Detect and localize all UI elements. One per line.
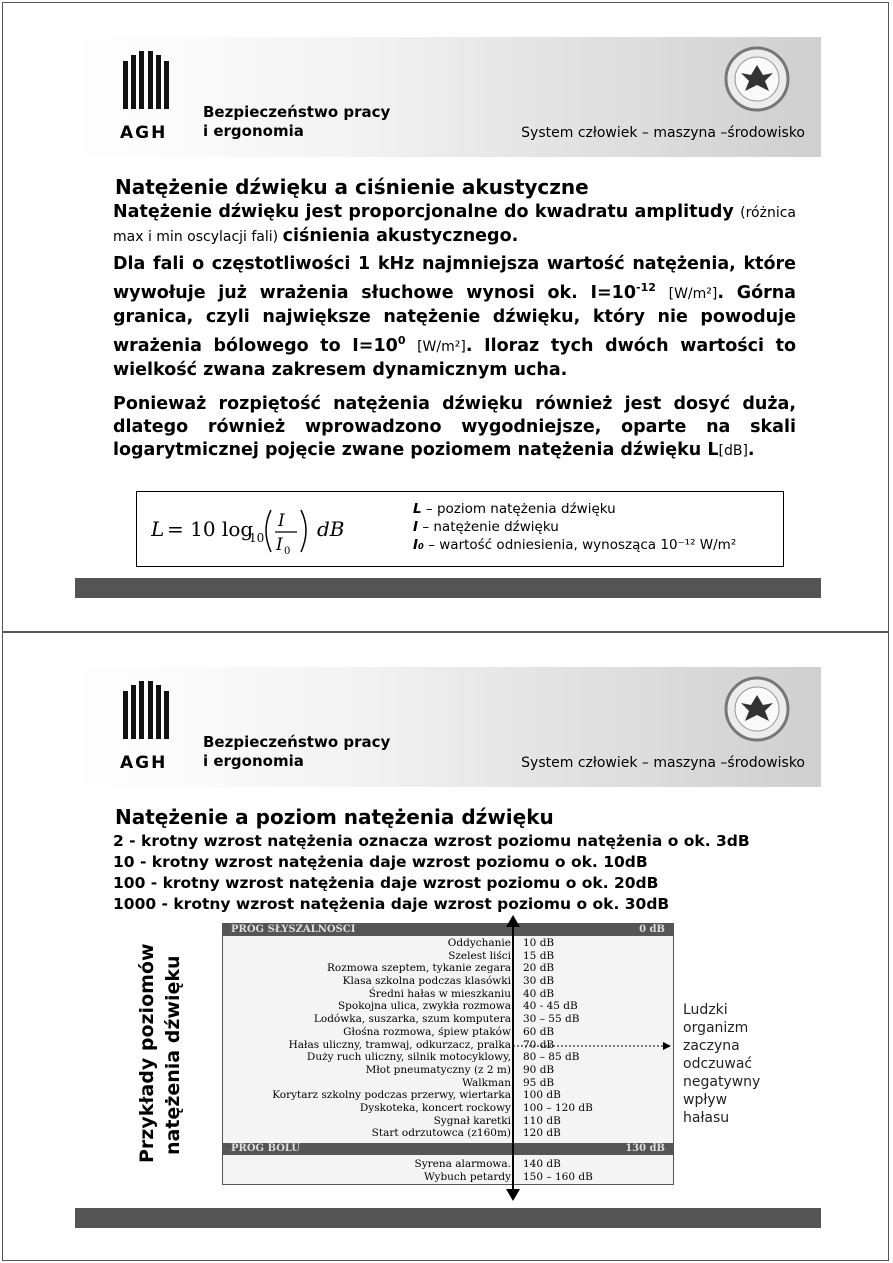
p3-unit: [dB] (718, 443, 748, 459)
sound-level: 100 dB (523, 1089, 561, 1102)
course-title (203, 733, 390, 771)
sound-source: Sygnał karetki (433, 1114, 511, 1127)
sound-source: Hałas uliczny, tramwaj, odkurzacz, pralka (288, 1038, 511, 1051)
sound-level: 110 dB (523, 1114, 561, 1127)
sound-source: Klasa szkolna podczas klasówki (342, 975, 511, 988)
sound-level: 15 dB (523, 949, 555, 962)
sound-level: 70 dB (523, 1038, 555, 1051)
sound-source: Dyskoteka, koncert rockowy (359, 1101, 511, 1114)
header-subtitle: System człowiek – maszyna –środowisko (521, 125, 805, 141)
table-row (223, 1077, 673, 1090)
course-line-1: Bezpieczeństwo pracy (203, 103, 391, 121)
sound-level-table (222, 923, 674, 1185)
p3-text-b: . (747, 440, 755, 460)
formula-legend (413, 500, 736, 554)
threshold-hearing-header (223, 924, 673, 936)
table-row (223, 1115, 673, 1128)
sound-source: Walkman (462, 1076, 511, 1089)
decibel-formula (151, 502, 391, 558)
formula-box (136, 491, 784, 567)
sound-level: 100 – 120 dB (523, 1101, 593, 1114)
sound-rows-lower (223, 1158, 673, 1183)
legend-item: I₀ – wartość odniesienia, wynosząca 10⁻¹² W/m² (413, 537, 737, 553)
threshold-hearing-value: 0 dB (639, 924, 665, 935)
legend-item: L – poziom natężenia dźwięku (413, 501, 616, 517)
sound-level: 95 dB (523, 1076, 555, 1089)
legend-item: I – natężenie dźwięku (413, 519, 559, 535)
course-line-2: i ergonomia (203, 122, 304, 140)
p1-text-a: Natężenie dźwięku jest proporcjonalne do kwadratu amplitudy (113, 202, 741, 222)
p2-text-a: Dla fali o częstotliwości 1 kHz najmniejsza wartość natężenia, które wywołuje już wrażenia słuchowe wynosi ok. I=10 (113, 254, 796, 303)
sound-source: Średni hałas w mieszkaniu (368, 987, 511, 1000)
sound-level: 140 dB (523, 1158, 561, 1170)
note-line: negatywny (683, 1074, 761, 1090)
threshold-pointer-line (513, 1042, 673, 1050)
agh-logo-icon (121, 681, 171, 739)
slide-title: Natężenie dźwięku a ciśnienie akustyczne (115, 175, 589, 199)
sound-rows-upper (223, 937, 673, 1140)
table-row (223, 1127, 673, 1140)
university-seal-icon (723, 675, 791, 743)
vertical-label-line-2: natężenia dźwięku (162, 955, 184, 1155)
svg-text:dB: dB (317, 517, 345, 541)
table-row (223, 1171, 673, 1184)
agh-logo-text: AGH (120, 123, 168, 143)
sound-source: Syrena alarmowa. (414, 1158, 511, 1170)
svg-text:I: I (276, 535, 283, 555)
p1-note: (różnica max i min oscylacji fali) (113, 205, 796, 245)
slide-2 (2, 632, 889, 1261)
table-row (223, 1051, 673, 1064)
note-line: odczuwać (683, 1056, 753, 1072)
sound-level: 60 dB (523, 1025, 555, 1038)
p2-text-b: . Górna granica, czyli największe natężenie dźwięku, który nie powoduje wrażenia bólowego to I=10 (113, 282, 796, 356)
paragraph-1 (113, 201, 796, 249)
university-seal-icon (723, 45, 791, 113)
agh-logo-text: AGH (120, 753, 168, 773)
sound-level: 30 dB (523, 975, 555, 988)
course-line-1: Bezpieczeństwo pracy (203, 733, 391, 751)
paragraph-2 (113, 253, 796, 382)
svg-text:L: L (151, 517, 165, 541)
p3-text-a: Ponieważ rozpiętość natężenia dźwięku również jest dosyć duża, dlatego również wprowadzono wygodniejsze, oparte na skali logarytmicznej pojęcie zwane poziomem natężenia dźwięku L (113, 394, 796, 460)
header-subtitle: System człowiek – maszyna –środowisko (521, 755, 805, 771)
scale-arrow (504, 915, 522, 1201)
table-row (223, 1102, 673, 1115)
sound-level: 150 – 160 dB (523, 1170, 593, 1183)
p2-unit-2: [W/m²] (417, 338, 466, 355)
table-row (223, 988, 673, 1001)
sound-level: 10 dB (523, 937, 555, 949)
sound-source: Oddychanie (447, 937, 511, 949)
table-row (223, 950, 673, 963)
svg-text:= 10 log: = 10 log (167, 517, 254, 541)
svg-text:10: 10 (249, 531, 265, 545)
note-line: Ludzki (683, 1002, 728, 1018)
fact-line: 1000 - krotny wzrost natężenia daje wzrost poziomu o ok. 30dB (113, 895, 670, 913)
p2-text-c: . Iloraz tych dwóch wartości to wielkość zwana zakresem dynamicznym ucha. (113, 335, 796, 380)
slide-footer-bar (75, 578, 821, 598)
slide-title: Natężenie a poziom natężenia dźwięku (115, 805, 554, 829)
fact-line: 100 - krotny wzrost natężenia daje wzrost poziomu o ok. 20dB (113, 874, 659, 892)
sound-level: 40 dB (523, 987, 555, 1000)
sound-level: 40 - 45 dB (523, 1000, 578, 1013)
sound-source: Rozmowa szeptem, tykanie zegara (327, 962, 511, 975)
agh-logo-icon (121, 51, 171, 109)
table-row (223, 1158, 673, 1171)
sound-level: 90 dB (523, 1063, 555, 1076)
table-row (223, 1026, 673, 1039)
course-title (203, 103, 390, 141)
p2-exponent-2: 0 (397, 333, 406, 347)
threshold-hearing-label: PRÓG SŁYSZALNOŚCI (231, 924, 356, 935)
table-row (223, 1013, 673, 1026)
sound-level: 30 – 55 dB (523, 1013, 580, 1026)
note-line: zaczyna (683, 1038, 740, 1054)
sound-level: 20 dB (523, 962, 555, 975)
paragraph-3 (113, 393, 796, 463)
table-row (223, 975, 673, 988)
svg-text:0: 0 (284, 546, 291, 557)
slide-header (75, 37, 821, 157)
sound-source: Lodówka, suszarka, szum komputera (313, 1013, 511, 1026)
sound-source: Młot pneumatyczny (z 2 m) (365, 1063, 511, 1076)
table-row (223, 962, 673, 975)
note-line: wpływ (683, 1092, 728, 1108)
p1-text-b: ciśnienia akustycznego. (282, 226, 519, 246)
table-row (223, 1064, 673, 1077)
threshold-pain-header (223, 1143, 673, 1155)
threshold-pain-value: 130 dB (625, 1143, 665, 1154)
sound-source: Spokojna ulica, zwykła rozmowa (337, 1000, 511, 1013)
sound-source: Start odrzutowca (z160m) (371, 1127, 511, 1140)
threshold-pain-label: PRÓG BÓLU (231, 1143, 301, 1154)
vertical-label-line-1: Przykłady poziomów (136, 943, 158, 1163)
p2-exponent-1: -12 (636, 281, 656, 294)
sound-level: 80 – 85 dB (523, 1051, 580, 1064)
vertical-axis-label (123, 933, 193, 1173)
fact-line: 2 - krotny wzrost natężenia oznacza wzrost poziomu natężenia o ok. 3dB (113, 832, 750, 850)
p2-unit-1: [W/m²] (668, 285, 718, 302)
sound-source: Korytarz szkolny podczas przerwy, wiertarka (272, 1089, 511, 1102)
slide-header (75, 667, 821, 787)
slide-1 (2, 2, 889, 632)
sound-source: Duży ruch uliczny, silnik motocyklowy, (306, 1051, 511, 1064)
negative-effect-note (683, 1001, 760, 1127)
note-line: hałasu (683, 1110, 730, 1126)
intensity-facts (113, 831, 750, 915)
table-row (223, 1000, 673, 1013)
svg-text:I: I (278, 511, 285, 531)
sound-level: 120 dB (523, 1127, 561, 1140)
sound-source: Głośna rozmowa, śpiew ptaków (343, 1025, 511, 1038)
table-row (223, 1089, 673, 1102)
sound-source: Szelest liści (448, 949, 511, 962)
fact-line: 10 - krotny wzrost natężenia daje wzrost poziomu o ok. 10dB (113, 853, 648, 871)
note-line: organizm (683, 1020, 749, 1036)
table-row (223, 937, 673, 950)
slide-footer-bar (75, 1208, 821, 1228)
sound-source: Wybuch petardy (423, 1170, 511, 1183)
course-line-2: i ergonomia (203, 752, 304, 770)
